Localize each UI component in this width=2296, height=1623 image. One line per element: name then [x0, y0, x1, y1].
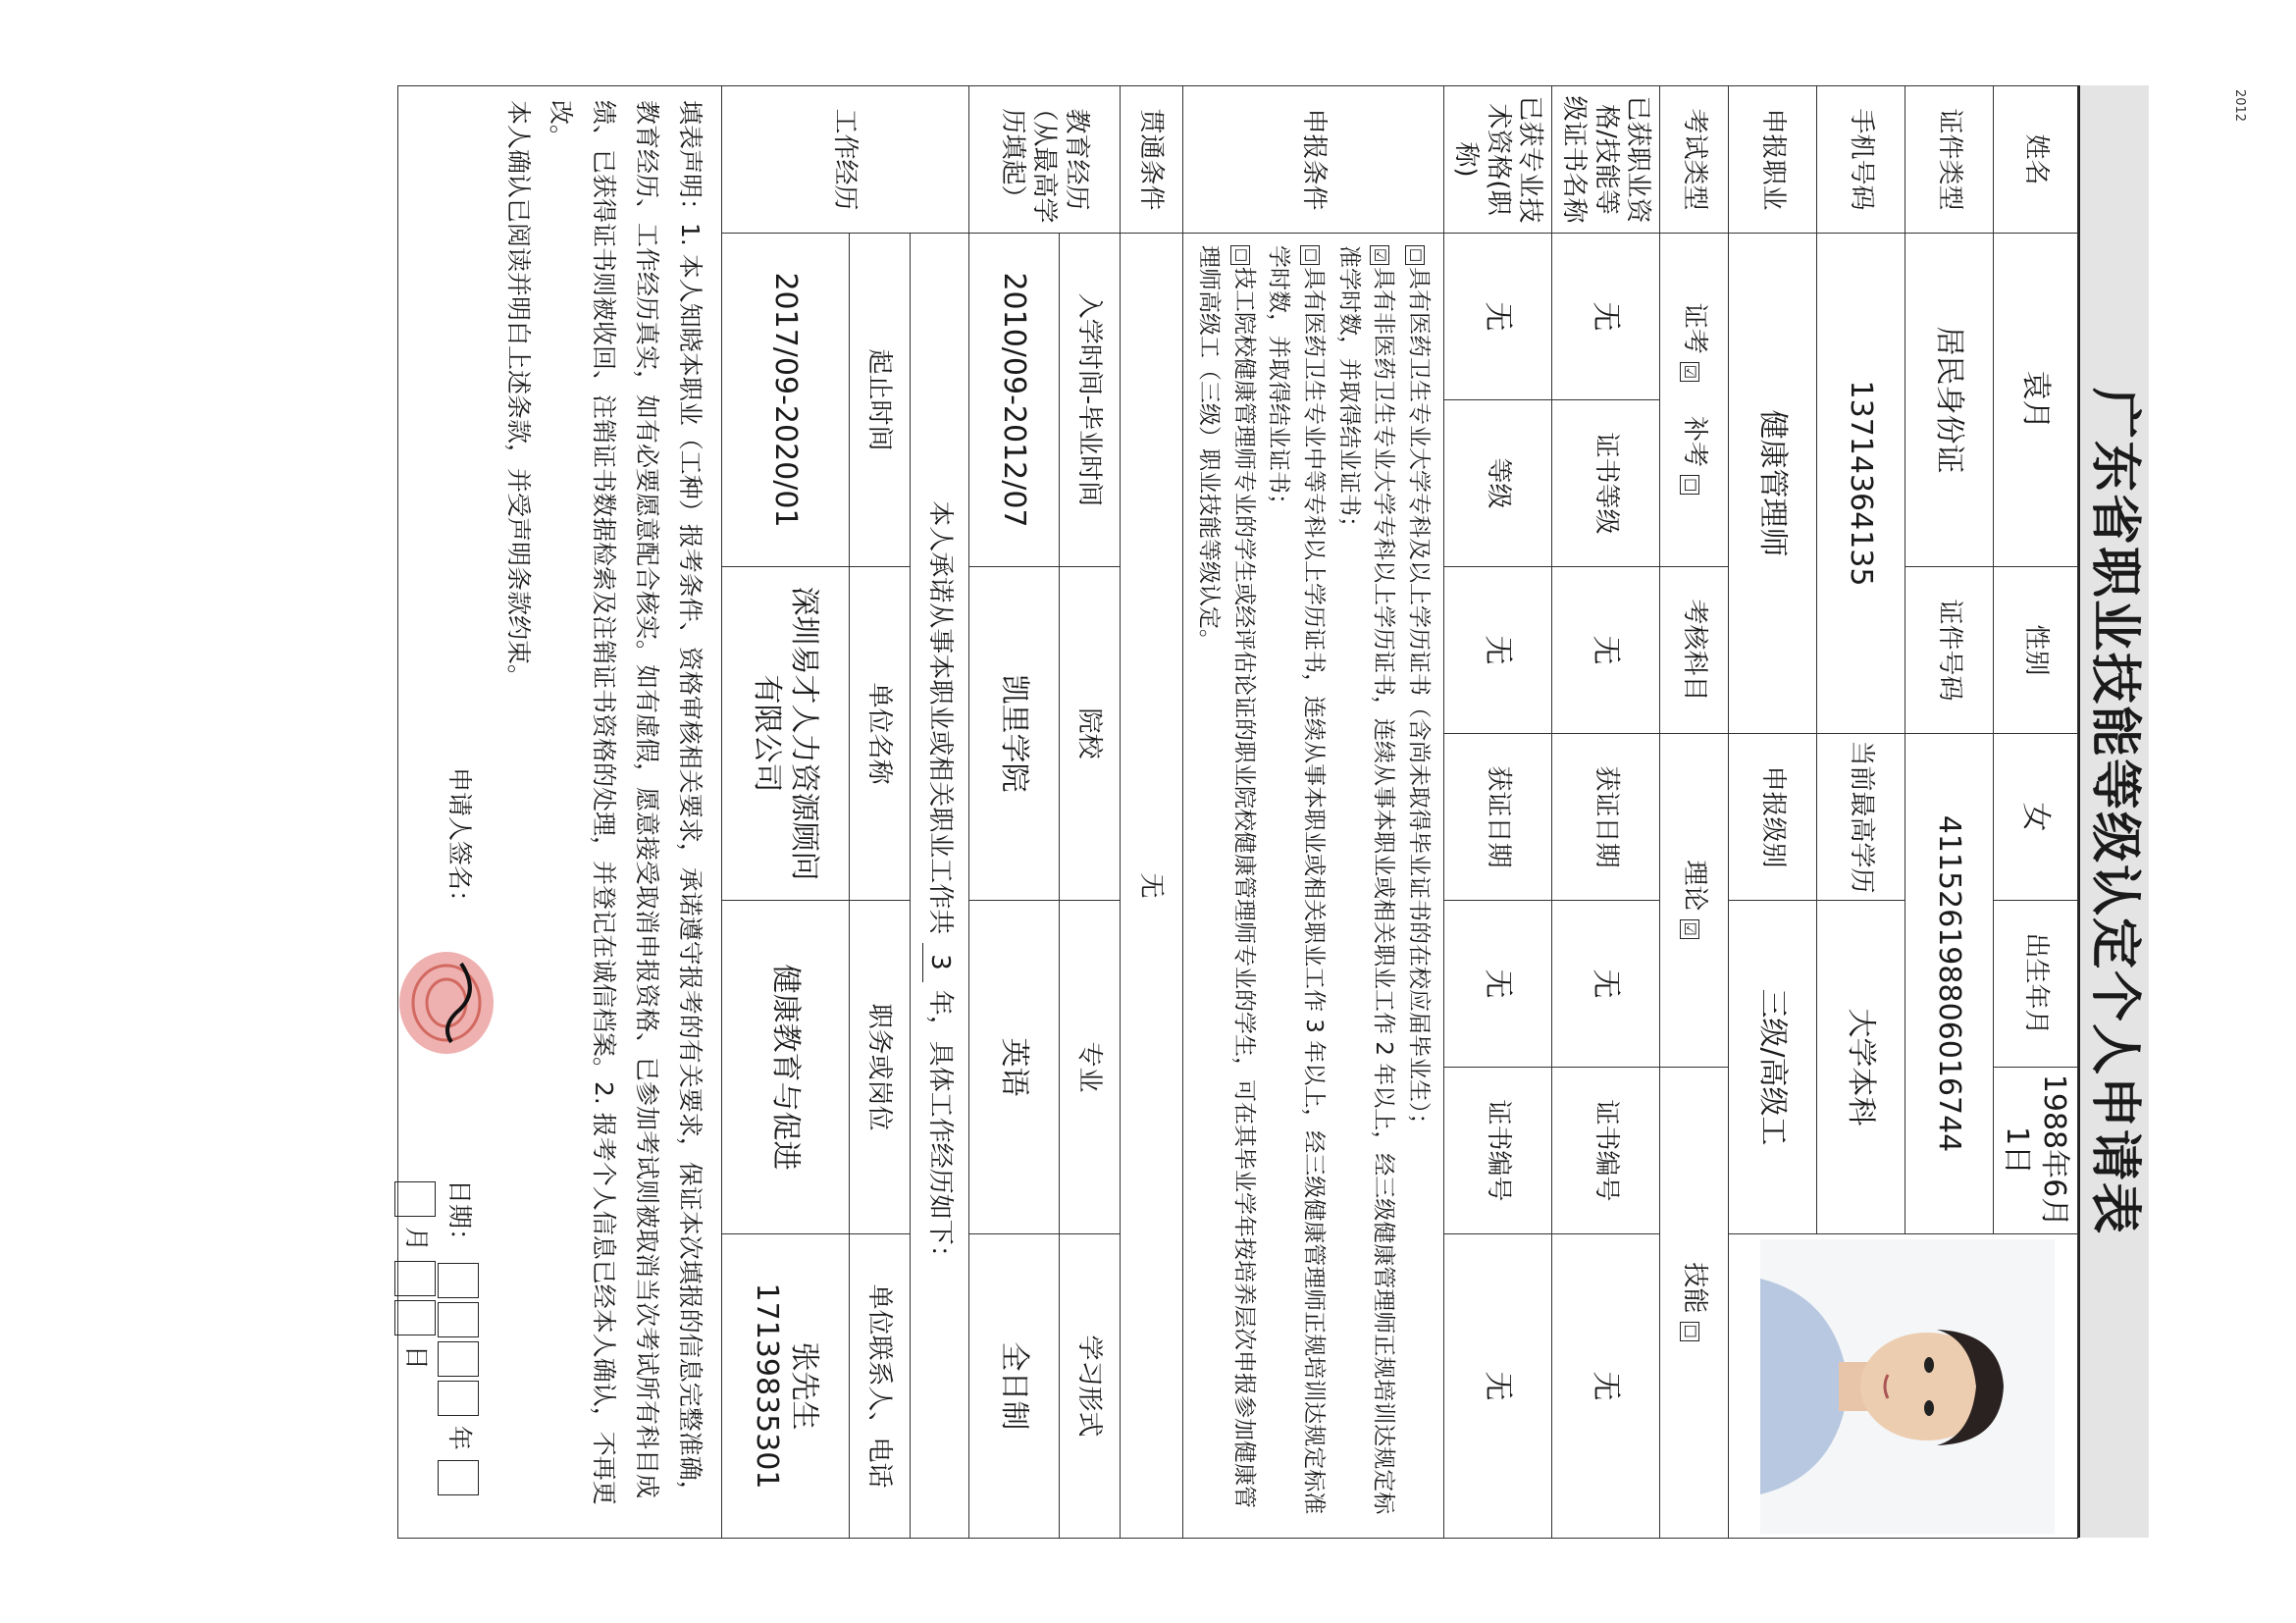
declaration-text: 填表声明：1. 本人知晓本职业（工种）报考条件、资格审核相关要求，承诺遵守报考的有关要求，保证本次填报的信息完整准确，教育经历、工作经历真实，如有必要愿意配合核实。如有虚假，愿意接受取消申报资格、已参加考试则被取消当次考试所有科目成绩、已获得证书则被收回、注销证书数据检索及注销证书资格的处理，并登记在诚信档案。2. 报考个人信息已经本人确认，不再更改。 — [547, 100, 704, 1505]
name-label: 姓名 — [1994, 86, 2078, 234]
id-type-label: 证件类型 — [1905, 86, 1994, 234]
work-intro-prefix: 本人承诺从事本职业或相关职业工作共 — [924, 500, 955, 935]
cert-title-no: 无 — [1444, 1234, 1552, 1539]
study-form-header: 学习形式 — [1059, 1234, 1120, 1539]
month-box[interactable] — [394, 1181, 436, 1217]
condition-text: 具有医药卫生专业大学专科及以上学历证书（含尚未取得毕业证书的在校应届毕业生）； — [1406, 267, 1432, 1136]
contact-name: 张先生 — [786, 1341, 821, 1431]
occupation-label: 申报职业 — [1729, 86, 1817, 234]
cert-qual-date-label: 获证日期 — [1552, 734, 1660, 901]
day-box[interactable] — [394, 1300, 436, 1335]
education-label: 当前最高学历 — [1817, 734, 1905, 901]
work-history-label: 工作经历 — [721, 86, 968, 234]
exam-type-label: 考试类型 — [1660, 86, 1729, 234]
condition-item — [1191, 245, 1261, 1526]
year-box[interactable] — [438, 1381, 479, 1416]
theory-checkbox[interactable]: ☑ — [1680, 919, 1699, 939]
condition-text: 具有医药卫生专业中等专科以上学历证书，连续从事本职业或相关职业工作 3 年以上，经三级健康管理师正规培训达规定标准学时数，并取得结业证书； — [1266, 245, 1328, 1515]
theory-option-cell — [1660, 734, 1729, 1068]
work-years: 3 — [922, 943, 956, 982]
year-label: 年 — [444, 1425, 474, 1450]
birth-label: 出生年月 — [1994, 901, 2078, 1068]
exam-type-options — [1660, 234, 1729, 567]
occupation-value: 健康管理师 — [1729, 234, 1817, 734]
condition-checkbox[interactable]: ☐ — [1300, 245, 1320, 265]
declaration — [397, 86, 721, 1539]
cert-title-date: 无 — [1444, 901, 1552, 1068]
id-no-label: 证件号码 — [1905, 567, 1994, 734]
through-value: 无 — [1120, 234, 1182, 1539]
company-value: 深圳易才人力资源顾问有限公司 — [721, 567, 849, 901]
education-value: 大学本科 — [1817, 901, 1905, 1234]
work-intro — [910, 234, 968, 1539]
condition-text: 具有非医药卫生专业大学专科以上学历证书，连续从事本职业或相关职业工作 2 年以上，经三级健康管理师正规培训达规定标准学时数，并取得结业证书； — [1335, 245, 1397, 1515]
edu-history-label: 教育经历（从最高学历填起） — [968, 86, 1120, 234]
skill-checkbox[interactable]: ☐ — [1680, 1322, 1699, 1341]
form-table — [397, 85, 2078, 1539]
skill-option: 技能 — [1679, 1262, 1709, 1314]
gender-value: 女 — [1994, 734, 2078, 901]
work-intro-suffix: 年，具体工作经历如下： — [924, 989, 955, 1271]
cert-qual-label: 已获职业资格/技能等级证书名称 — [1552, 86, 1660, 234]
condition-text: 技工院校健康管理师专业的学生或经评估论证的职业院校健康管理师专业的学生，可在其毕业学年按培养层次申报参加健康管理师高级工（三级）职业技能等级认定。 — [1196, 245, 1257, 1508]
date-label-text: 日期： — [444, 1179, 474, 1254]
year-box[interactable] — [438, 1302, 479, 1337]
work-period-value: 2017/09-2020/01 — [721, 234, 849, 567]
fingerprint-stamp — [392, 944, 500, 1062]
skill-option-cell — [1660, 1068, 1729, 1539]
through-label: 贯通条件 — [1120, 86, 1182, 234]
cert-title-date-label: 获证日期 — [1444, 734, 1552, 901]
cert-title-level: 无 — [1444, 567, 1552, 734]
cert-qual-level-label: 证书等级 — [1552, 400, 1660, 567]
page-number: 2012 — [2232, 88, 2248, 123]
condition-checkbox[interactable]: ☐ — [1405, 245, 1425, 265]
subject-label: 考核科目 — [1660, 567, 1729, 734]
cert-title-name: 无 — [1444, 234, 1552, 400]
study-form-value: 全日制 — [968, 1234, 1059, 1539]
cert-qual-no-label: 证书编号 — [1552, 1068, 1660, 1234]
cert-title-level-label: 等级 — [1444, 400, 1552, 567]
condition-item — [1331, 245, 1400, 1526]
conditions-list — [1182, 234, 1443, 1539]
day-box[interactable] — [394, 1261, 436, 1296]
position-header: 职务或岗位 — [849, 901, 910, 1234]
id-no-value: 411526198806016744 — [1905, 734, 1994, 1234]
edu-period-header: 入学时间-毕业时间 — [1059, 234, 1120, 567]
month-label: 月 — [401, 1226, 431, 1251]
cert-qual-date: 无 — [1552, 901, 1660, 1068]
signature-line — [401, 100, 491, 1524]
application-form — [147, 85, 2149, 1538]
contact-header: 单位联系人、电话 — [849, 1234, 910, 1539]
exam-first-option: 证考 — [1679, 302, 1709, 354]
exam-first-checkbox[interactable]: ☑ — [1680, 362, 1699, 382]
work-period-header: 起止时间 — [849, 234, 910, 567]
month-box[interactable] — [438, 1460, 479, 1495]
condition-item — [1261, 245, 1331, 1526]
phone-label: 手机号码 — [1817, 86, 1905, 234]
gender-label: 性别 — [1994, 567, 2078, 734]
condition-item — [1400, 245, 1435, 1526]
birth-value: 1988年6月1日 — [1994, 1068, 2078, 1234]
company-header: 单位名称 — [849, 567, 910, 901]
conditions-label: 申报条件 — [1182, 86, 1443, 234]
major-value: 英语 — [968, 901, 1059, 1234]
cert-title-no-label: 证书编号 — [1444, 1068, 1552, 1234]
condition-checkbox[interactable]: ☐ — [1230, 245, 1250, 265]
level-label: 申报级别 — [1729, 734, 1817, 901]
school-header: 院校 — [1059, 567, 1120, 901]
cert-title-label: 已获专业技术资格(职称) — [1444, 86, 1552, 234]
level-value: 三级/高级工 — [1729, 901, 1817, 1234]
day-label: 日 — [401, 1344, 431, 1370]
cert-qual-no: 无 — [1552, 1234, 1660, 1539]
signature-label: 申请人签名： — [444, 767, 474, 916]
cert-qual-name: 无 — [1552, 234, 1660, 400]
name-value: 袁月 — [1994, 234, 2078, 567]
theory-option: 理论 — [1679, 860, 1709, 912]
major-header: 专业 — [1059, 901, 1120, 1234]
form-title: 广东省职业技能等级认定个人申请表 — [2080, 85, 2149, 1538]
portrait-image — [1760, 1239, 2055, 1534]
cert-qual-level: 无 — [1552, 567, 1660, 734]
year-box[interactable] — [438, 1341, 479, 1377]
exam-makeup-checkbox[interactable]: ☐ — [1680, 475, 1699, 495]
contact-phone: 17139835301 — [750, 1283, 785, 1490]
applicant-photo — [1729, 1234, 2078, 1539]
year-box[interactable] — [438, 1263, 479, 1298]
position-value: 健康教育与促进 — [721, 901, 849, 1234]
school-value: 凯里学院 — [968, 567, 1059, 901]
declaration-confirm: 本人确认已阅读并明白上述条款，并受声明条款约束。 — [503, 100, 533, 690]
condition-checkbox[interactable]: ☑ — [1370, 245, 1389, 265]
id-type-value: 居民身份证 — [1905, 234, 1994, 567]
date-label — [394, 1179, 481, 1524]
edu-period-value: 2010/09-2012/07 — [968, 234, 1059, 567]
title-divider — [2078, 85, 2080, 1538]
phone-value: 13714364135 — [1817, 234, 1905, 734]
exam-makeup-option: 补考 — [1679, 416, 1709, 468]
contact-value — [721, 1234, 849, 1539]
